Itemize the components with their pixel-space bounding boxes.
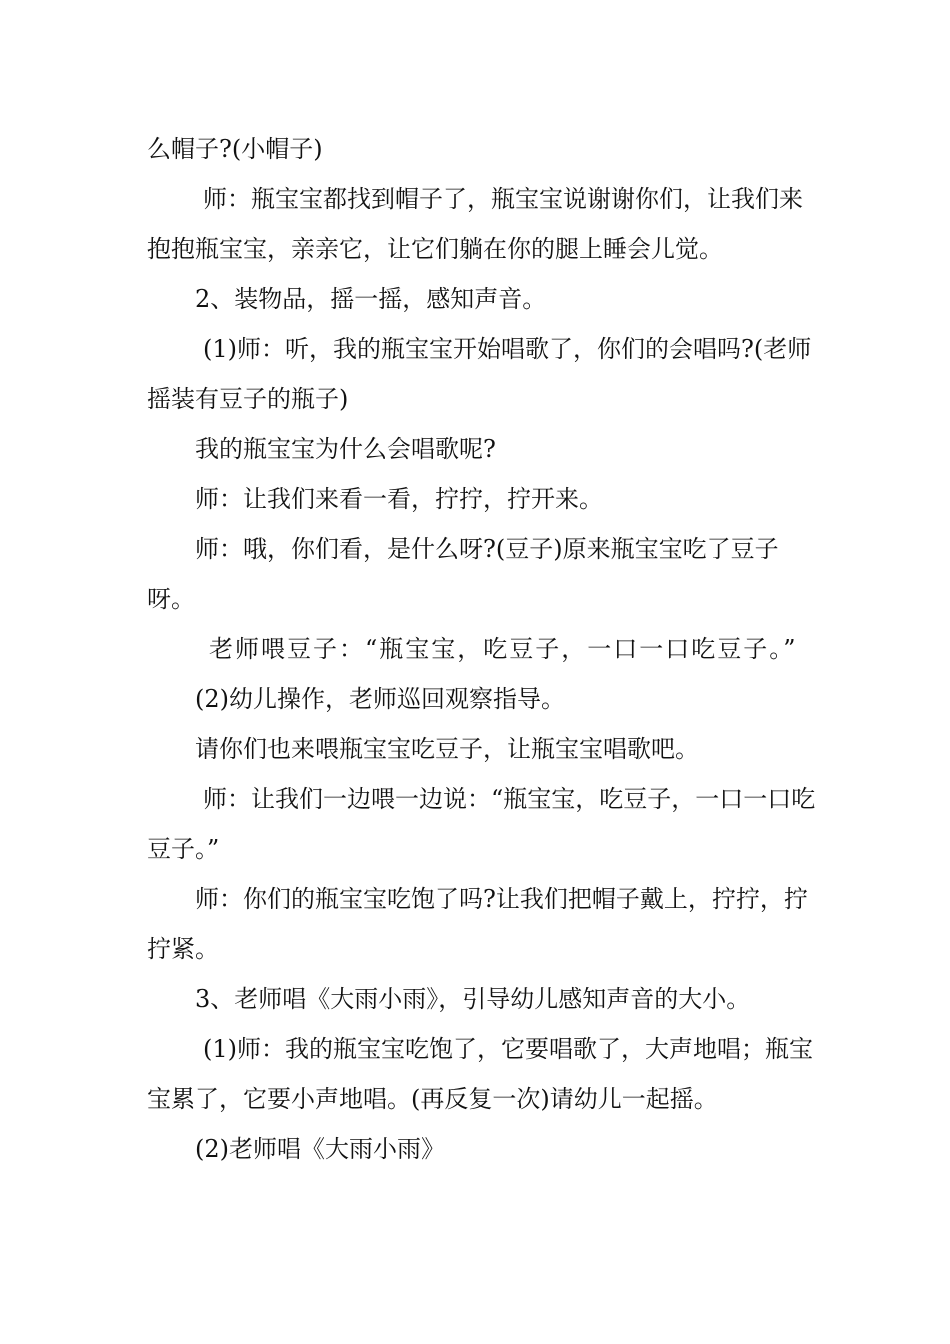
paragraph: 师：让我们一边喂一边说：“瓶宝宝，吃豆子，一口一口吃豆子。” (147, 785, 816, 863)
paragraph: (1)师：我的瓶宝宝吃饱了，它要唱歌了，大声地唱；瓶宝宝累了，它要小声地唱。(再反复一次)请幼儿一起摇。 (147, 1035, 813, 1113)
paragraph: 我的瓶宝宝为什么会唱歌呢? (195, 435, 496, 463)
paragraph: 请你们也来喂瓶宝宝吃豆子，让瓶宝宝唱歌吧。 (195, 735, 699, 763)
paragraph: (1)师：听，我的瓶宝宝开始唱歌了，你们的会唱吗?(老师摇装有豆子的瓶子) (147, 335, 812, 413)
document-body (147, 124, 817, 1174)
paragraph: (2)幼儿操作，老师巡回观察指导。 (195, 685, 565, 713)
paragraph: 师：你们的瓶宝宝吃饱了吗?让我们把帽子戴上，拧拧，拧拧紧。 (147, 885, 808, 963)
section-heading: 3、老师唱《大雨小雨》，引导幼儿感知声音的大小。 (195, 985, 751, 1013)
section-heading: 2、装物品，摇一摇，感知声音。 (195, 285, 547, 313)
paragraph: 师：让我们来看一看，拧拧，拧开来。 (195, 485, 603, 513)
paragraph: 老师喂豆子：“瓶宝宝，吃豆子，一口一口吃豆子。” (209, 635, 798, 663)
paragraph: 师：瓶宝宝都找到帽子了，瓶宝宝说谢谢你们，让我们来抱抱瓶宝宝，亲亲它，让它们躺在你的腿上睡会儿觉。 (147, 185, 803, 263)
paragraph: 师：哦，你们看，是什么呀?(豆子)原来瓶宝宝吃了豆子呀。 (147, 535, 779, 613)
paragraph: (2)老师唱《大雨小雨》 (195, 1135, 445, 1163)
paragraph: 么帽子?(小帽子) (147, 135, 323, 163)
